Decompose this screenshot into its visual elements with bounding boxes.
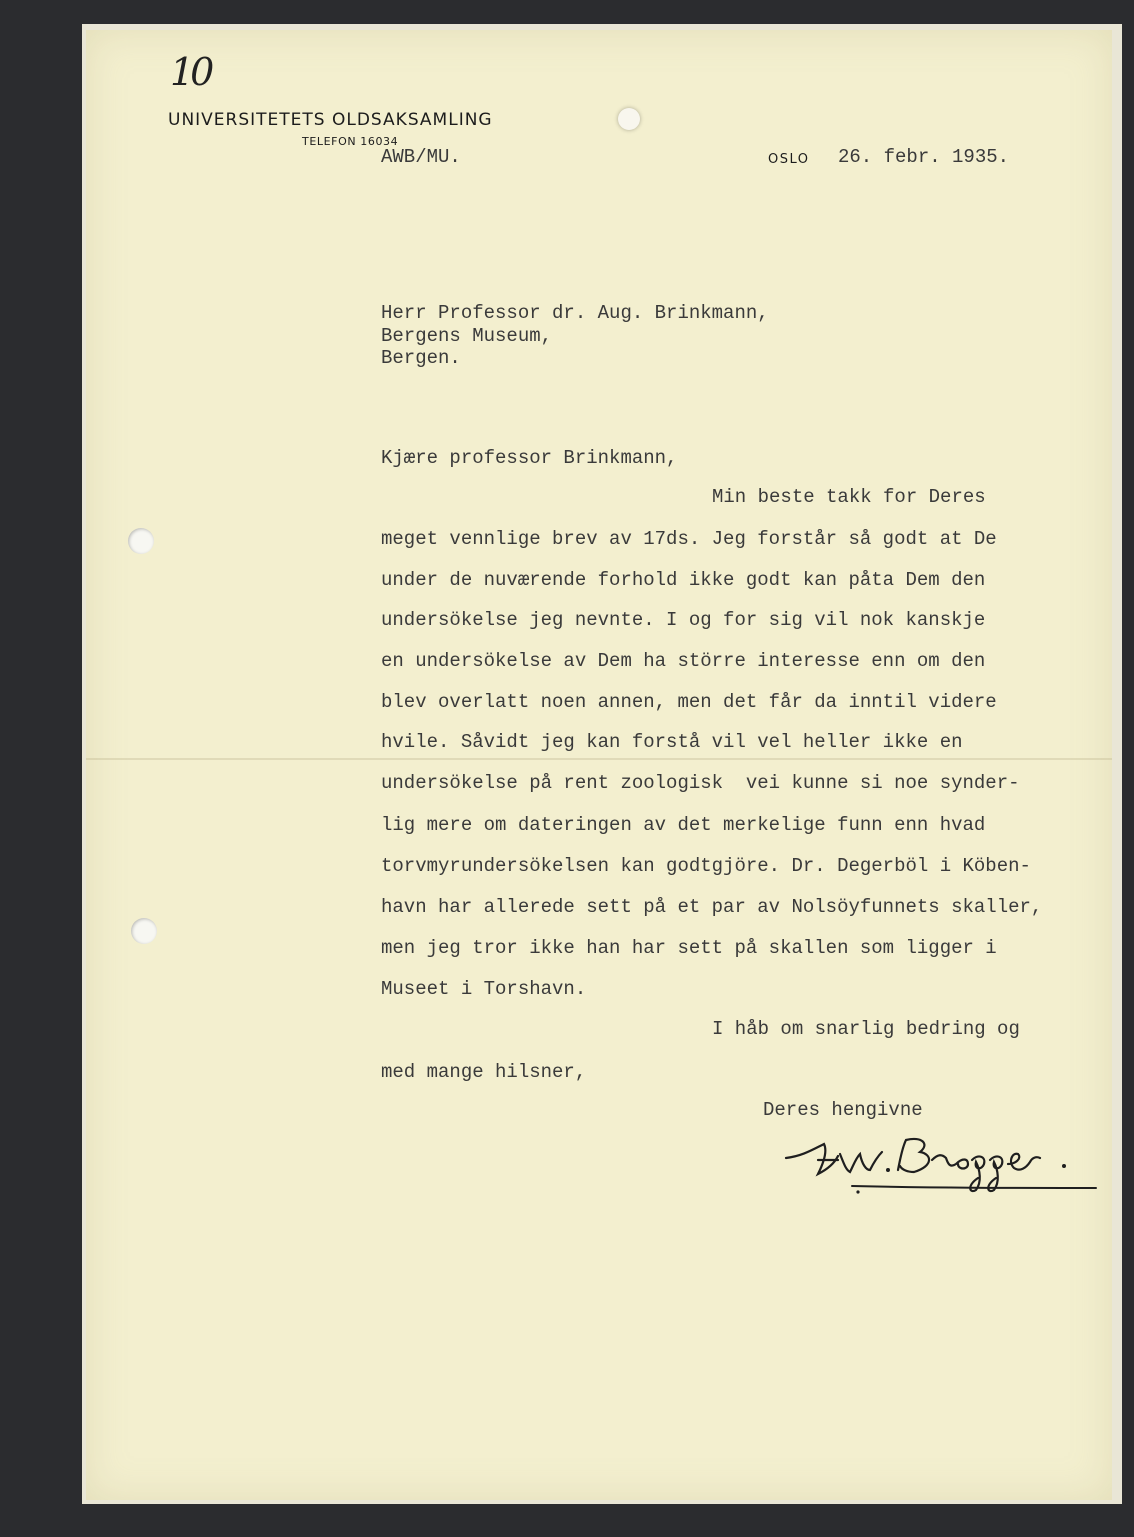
closing-line: med mange hilsner, [381,1061,587,1083]
punch-hole-lower [131,918,157,944]
institution-name: UNIVERSITETETS OLDSAKSAMLING [168,110,493,130]
fold-line [86,758,1112,760]
reference-code: AWB/MU. [381,146,461,168]
sign-off: Deres hengivne [763,1099,923,1121]
body-line: Min beste takk for Deres [712,486,986,508]
body-line: undersökelse på rent zoologisk vei kunne si noe synder- [381,772,1020,794]
handwritten-signature [782,1130,1102,1200]
body-line: Museet i Torshavn. [381,978,587,1000]
punch-hole-upper [128,528,154,554]
letter-date: 26. febr. 1935. [838,146,1010,168]
letter-city: OSLO [768,152,810,167]
body-line: havn har allerede sett på et par av Nolsöyfunnets skaller, [381,896,1043,918]
body-line: meget vennlige brev av 17ds. Jeg forstår så godt at De [381,528,997,550]
body-line: blev overlatt noen annen, men det får da inntil videre [381,691,997,713]
closing-line: I håb om snarlig bedring og [712,1018,1020,1040]
salutation: Kjære professor Brinkmann, [381,447,678,469]
letter-sheet [86,30,1112,1500]
institution-phone: TELEFON 16034 [302,135,399,148]
recipient-line-3: Bergen. [381,347,461,369]
archive-number: 10 [170,50,211,94]
body-line: undersökelse jeg nevnte. I og for sig vil nok kanskje [381,609,986,631]
body-line: under de nuværende forhold ikke godt kan påta Dem den [381,569,986,591]
body-line: en undersökelse av Dem ha större interesse enn om den [381,650,986,672]
body-line: torvmyrundersökelsen kan godtgjöre. Dr. Degerböl i Köben- [381,855,1031,877]
body-line: hvile. Såvidt jeg kan forstå vil vel heller ikke en [381,731,963,753]
recipient-line-2: Bergens Museum, [381,325,553,347]
body-line: lig mere om dateringen av det merkelige funn enn hvad [381,814,986,836]
paper-tear [618,108,640,130]
body-line: men jeg tror ikke han har sett på skallen som ligger i [381,937,997,959]
recipient-line-1: Herr Professor dr. Aug. Brinkmann, [381,302,769,324]
